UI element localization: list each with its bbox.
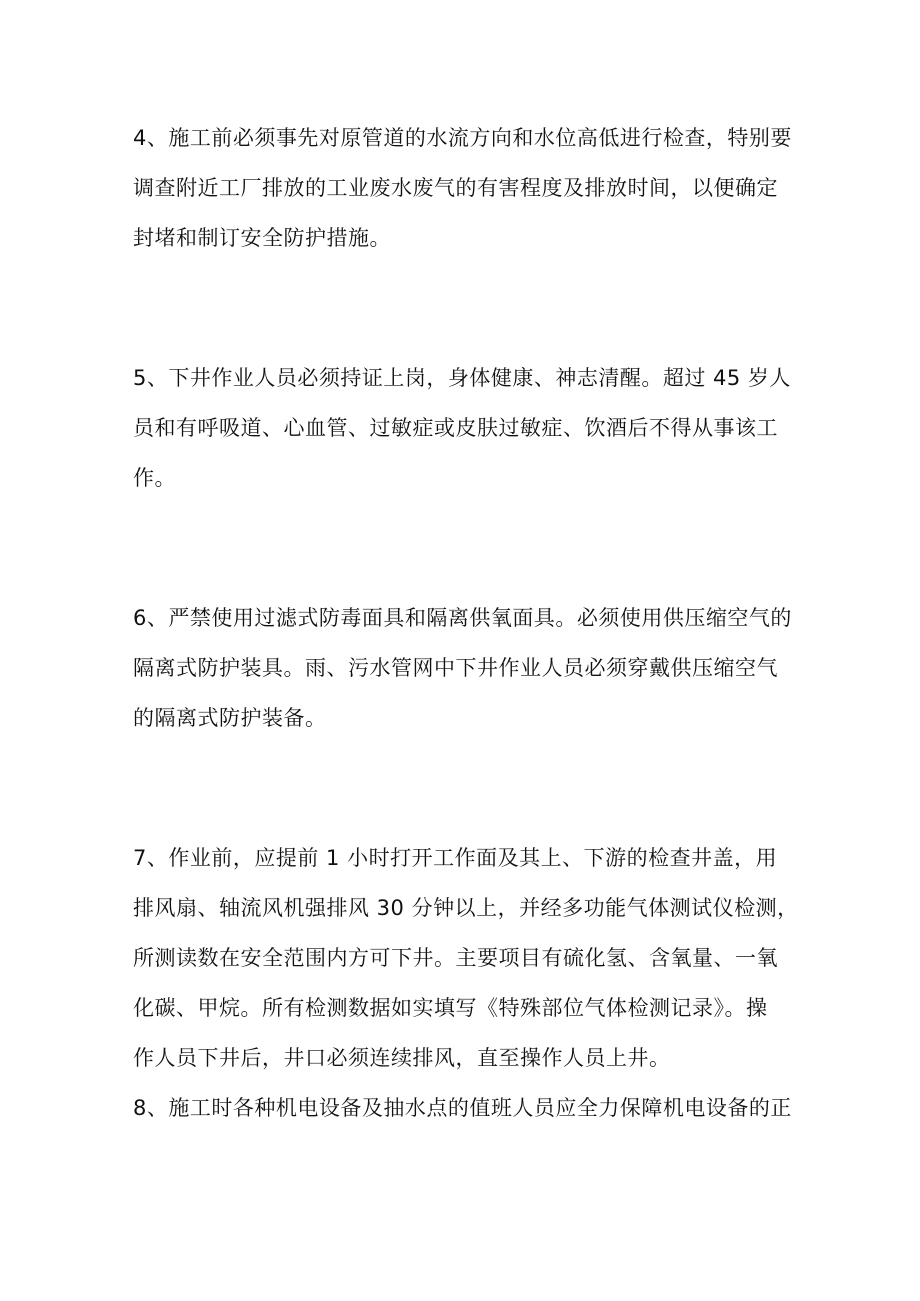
- paragraph-line: 6、严禁使用过滤式防毒面具和隔离供氧面具。必须使用供压缩空气的: [133, 606, 792, 630]
- paragraph-line: 4、施工前必须事先对原管道的水流方向和水位高低进行检查，特别要: [133, 126, 792, 150]
- paragraph-line: 5、下井作业人员必须持证上岗，身体健康、神志清醒。超过 45 岁人: [133, 366, 791, 390]
- paragraph-line: 的隔离式防护装备。: [133, 706, 327, 730]
- paragraph-line: 7、作业前，应提前 1 小时打开工作面及其上、下游的检查井盖，用: [133, 846, 778, 870]
- paragraph-line: 隔离式防护装具。雨、污水管网中下井作业人员必须穿戴供压缩空气: [133, 656, 778, 680]
- paragraph-line: 8、施工时各种机电设备及抽水点的值班人员应全力保障机电设备的正: [133, 1096, 792, 1120]
- paragraph-line: 排风扇、轴流风机强排风 30 分钟以上，并经多功能气体测试仪检测，: [133, 896, 799, 920]
- paragraph-line: 所测读数在安全范围内方可下井。主要项目有硫化氢、含氧量、一氧: [133, 946, 778, 970]
- paragraph-line: 作。: [133, 466, 176, 490]
- paragraph-line: 封堵和制订安全防护措施。: [133, 226, 391, 250]
- paragraph-line: 调查附近工厂排放的工业废水废气的有害程度及排放时间，以便确定: [133, 176, 778, 200]
- paragraph-line: 化碳、甲烷。所有检测数据如实填写《特殊部位气体检测记录》。操: [133, 996, 768, 1020]
- paragraph-line: 员和有呼吸道、心血管、过敏症或皮肤过敏症、饮酒后不得从事该工: [133, 416, 778, 440]
- paragraph-line: 作人员下井后，井口必须连续排风，直至操作人员上井。: [133, 1046, 671, 1070]
